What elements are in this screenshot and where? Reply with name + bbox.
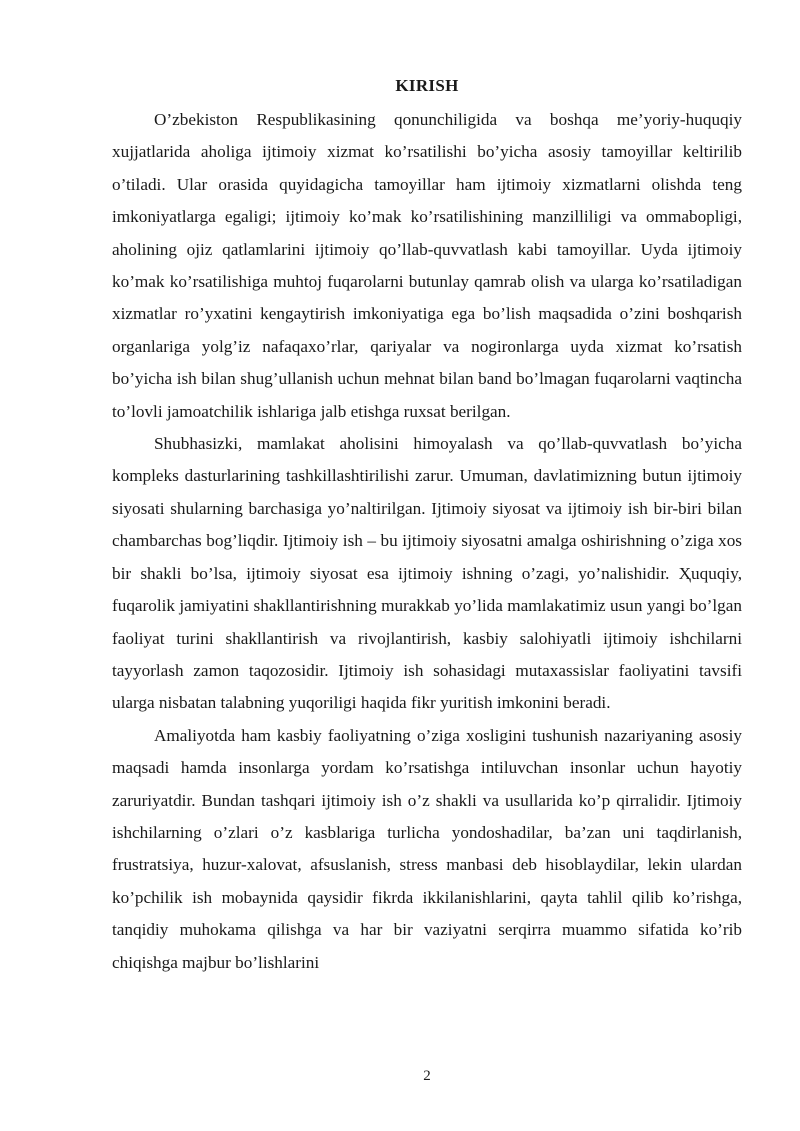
paragraph-1: O’zbekiston Respublikasining qonunchiligida va boshqa me’yoriy-huquqiy xujjatlarida aholiga ijtimoiy xizmat ko’rsatilishi bo’yicha asosiy tamoyillar keltirilib o’tiladi. Ular orasida quyidagicha tamoyillar ham ijtimoiy xizmatlarni olishda teng imkoniyatlarga egaligi; ijtimoiy ko’mak ko’rsatilishining manzilliligi va ommabopligi, aholining ojiz qatlamlarini ijtimoiy qo’llab-quvvatlash kabi tamoyillar. Uyda ijtimoiy ko’mak ko’rsatilishiga muhtoj fuqarolarni butunlay qamrab olish va ularga ko’rsatiladigan xizmatlar ro’yxatini kengaytirish imkoniyatiga ega bo’lish maqsadida o’zini boshqarish organlariga yolg’iz nafaqaxo’rlar, qariyalar va nogironlarga uyda xizmat ko’rsatish bo’yicha ish bilan shug’ullanish uchun mehnat bilan band bo’lmagan fuqarolarni vaqtincha to’lovli jamoatchilik ishlariga jalb etishga ruxsat berilgan. [112, 110, 742, 421]
page-number: 2 [423, 1068, 431, 1084]
section-title: KIRISH [395, 76, 459, 95]
paragraph-3: Amaliyotda ham kasbiy faoliyatning o’ziga xosligini tushunish nazariyaning asosiy maqsadi hamda insonlarga yordam ko’rsatishga intiluvchan insonlar uchun hayotiy zaruriyatdir. Bundan tashqari ijtimoiy ish o’z shakli va usullarida ko’p qirralidir. Ijtimoiy ishchilarning o’zlari o’z kasblariga turlicha yondoshadilar, ba’zan uni taqdirlanish, frustratsiya, huzur-xalovat, afsuslanish, stress manbasi deb hisoblaydilar, lekin ulardan ko’pchilik ish mobaynida qaysidir fikrda ikkilanishlarini, qayta tahlil qilib ko’rishga, tanqidiy muhokama qilishga va har bir vaziyatni serqirra muammo sifatida ko’rib chiqishga majbur bo’lishlarini [112, 725, 742, 972]
paragraph-2: Shubhasizki, mamlakat aholisini himoyalash va qo’llab-quvvatlash bo’yicha kompleks dasturlarining tashkillashtirilishi zarur. Umuman, davlatimizning butun ijtimoiy siyosati shularning barchasiga yo’naltirilgan. Ijtimoiy siyosat va ijtimoiy ish bir-biri bilan chambarchas bog’liqdir. Ijtimoiy ish – bu ijtimoiy siyosatni amalga oshirishning o’ziga xos bir shakli bo’lsa, ijtimoiy siyosat esa ijtimoiy ishning o’zagi, yo’nalishidir. Ҳuquqiy, fuqarolik jamiyatini shakllantirishning murakkab yo’lida mamlakatimiz usun yangi bo’lgan faoliyat turini shakllantirish va rivojlantirish, kasbiy salohiyatli ijtimoiy ishchilarni tayyorlash zamon taqozosidir. Ijtimoiy ish sohasidagi mutaxassislar faoliyatini tavsifi ularga nisbatan talabning yuqoriligi haqida fikr yuritish imkonini beradi. [112, 434, 742, 713]
body-text [112, 104, 742, 979]
